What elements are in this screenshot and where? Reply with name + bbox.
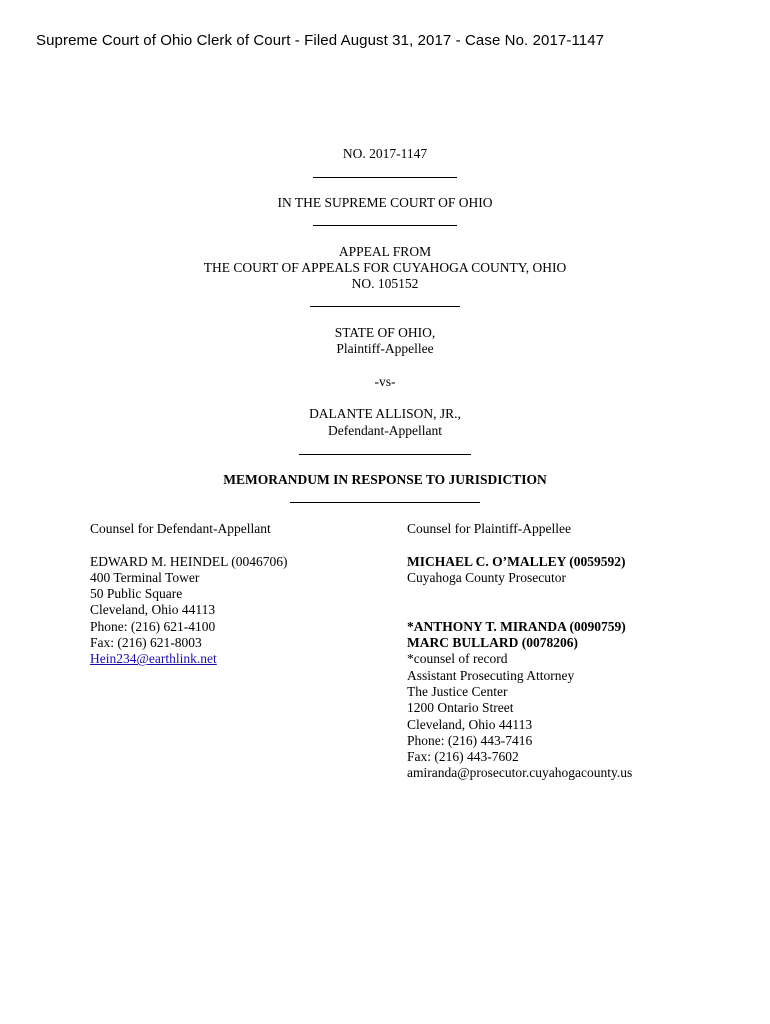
filing-header: Supreme Court of Ohio Clerk of Court - Filed August 31, 2017 - Case No. 2017-1147	[36, 32, 605, 49]
defendant-role: Defendant-Appellant	[328, 423, 442, 438]
versus: -vs-	[374, 374, 396, 389]
address-line: 400 Terminal Tower	[90, 569, 200, 585]
phone-line: Phone: (216) 621-4100	[90, 618, 216, 634]
plaintiff-name: STATE OF OHIO,	[334, 325, 436, 340]
document-title: MEMORANDUM IN RESPONSE TO JURISDICTION	[223, 472, 547, 487]
appeal-number: NO. 105152	[351, 276, 419, 291]
plaintiff-role: Plaintiff-Appellee	[336, 341, 434, 356]
case-number: NO. 2017-1147	[342, 146, 428, 161]
prosecutor-name: MICHAEL C. O’MALLEY (0059592)	[407, 553, 626, 569]
street-line: 1200 Ontario Street	[407, 700, 514, 716]
attorney-name: *ANTHONY T. MIRANDA (0090759)	[407, 618, 626, 634]
attorney-title: Assistant Prosecuting Attorney	[407, 667, 575, 683]
email-link[interactable]: Hein234@earthlink.net	[90, 651, 217, 667]
counsel-heading-defendant: Counsel for Defendant-Appellant	[90, 521, 271, 536]
address-line: 50 Public Square	[90, 586, 183, 602]
attorney-name: MARC BULLARD (0078206)	[407, 635, 578, 651]
appeal-from-line1: APPEAL FROM	[338, 244, 432, 259]
city-line: Cleveland, Ohio 44113	[407, 716, 533, 732]
prosecutor-title: Cuyahoga County Prosecutor	[407, 569, 566, 585]
court-name: IN THE SUPREME COURT OF OHIO	[277, 195, 493, 210]
fax-line: Fax: (216) 443-7602	[407, 749, 519, 765]
counsel-heading-plaintiff: Counsel for Plaintiff-Appellee	[407, 521, 571, 536]
email-text: amiranda@prosecutor.cuyahogacounty.us	[407, 765, 633, 781]
defendant-name: DALANTE ALLISON, JR.,	[309, 406, 461, 421]
appeal-from-line2: THE COURT OF APPEALS FOR CUYAHOGA COUNTY, OHIO	[203, 260, 567, 275]
fax-line: Fax: (216) 621-8003	[90, 635, 202, 651]
counsel-name: EDWARD M. HEINDEL (0046706)	[90, 553, 288, 569]
counsel-of-record-note: *counsel of record	[407, 651, 508, 667]
counsel-defendant-block	[90, 521, 287, 668]
counsel-plaintiff-block	[407, 521, 632, 782]
city-line: Cleveland, Ohio 44113	[90, 602, 216, 618]
office-line: The Justice Center	[407, 683, 508, 699]
phone-line: Phone: (216) 443-7416	[407, 732, 533, 748]
